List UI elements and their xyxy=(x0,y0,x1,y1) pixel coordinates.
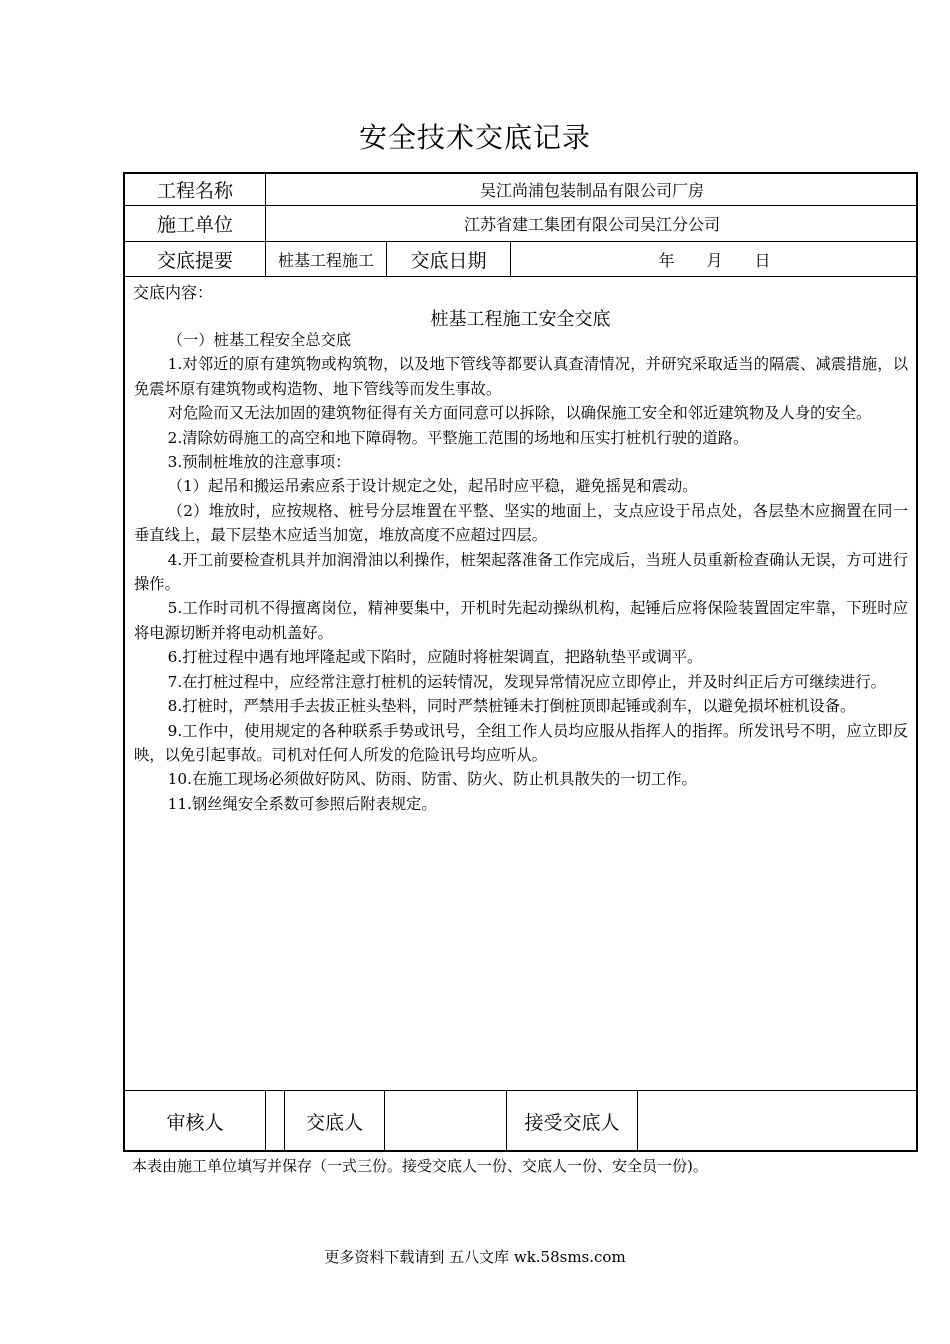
footer-note: 本表由施工单位填写并保存（一式三份。接受交底人一份、交底人一份、安全员一份)。 xyxy=(132,1157,708,1175)
content-paragraph: 对危险而又无法加固的建筑物征得有关方面同意可以拆除，以确保施工安全和邻近建筑物及人身的安全。 xyxy=(167,404,872,423)
discloser-signature-field[interactable] xyxy=(385,1091,506,1152)
content-paragraph: 10.在施工现场必须做好防风、防雨、防雷、防火、防止机具散失的一切工作。 xyxy=(167,770,697,789)
receiver-label: 接受交底人 xyxy=(524,1112,620,1134)
content-paragraph: 8.打桩时，严禁用手去拔正桩头垫料，同时严禁桩锤未打倒桩顶即起锤或刹车，以避免损坏桩机设备。 xyxy=(167,697,856,716)
reviewer-label: 审核人 xyxy=(166,1112,224,1134)
project-name-label: 工程名称 xyxy=(156,180,233,202)
summary-value: 桩基工程施工 xyxy=(277,250,374,270)
content-paragraph: 4.开工前要检查机具并加润滑油以利操作，桩架起落准备工作完成后，当班人员重新检查确认无误，方可进行操作。 xyxy=(134,550,908,594)
content-paragraph: 5.工作时司机不得擅离岗位，精神要集中，开机时先起动操纵机构，起锤后应将保险装置固定牢靠，下班时应将电源切断并将电动机盖好。 xyxy=(134,599,908,642)
content-paragraph: （2）堆放时，应按规格、桩号分层堆置在平整、坚实的地面上，支点应设于吊点处，各层垫木应搁置在同一垂直线上，最下层垫木应适当加宽，堆放高度不应超过四层。 xyxy=(134,501,908,545)
content-label: 交底内容： xyxy=(133,283,214,302)
project-name-value: 吴江尚浦包装制品有限公司厂房 xyxy=(479,181,704,200)
date-label: 交底日期 xyxy=(410,249,487,272)
content-paragraph: 6.打桩过程中遇有地坪隆起或下陷时，应随时将桩架调直，把路轨垫平或调平。 xyxy=(167,648,703,667)
disclosure-form xyxy=(123,172,918,1152)
content-paragraph: 7.在打桩过程中，应经常注意打桩机的运转情况，发现异常情况应立即停止，并及时纠正后方可继续进行。 xyxy=(167,672,886,691)
discloser-label: 交底人 xyxy=(305,1112,363,1134)
section-heading: （一）桩基工程安全总交底 xyxy=(167,331,352,349)
receiver-signature-field[interactable] xyxy=(638,1091,918,1152)
row-divider xyxy=(125,276,916,277)
contractor-label: 施工单位 xyxy=(156,214,233,236)
content-paragraph: （1）起吊和搬运吊索应系于设计规定之处，起吊时应平稳，避免摇晃和震动。 xyxy=(167,477,698,496)
summary-label: 交底提要 xyxy=(156,249,233,272)
download-note: 更多资料下载请到 五八文库 wk.58sms.com xyxy=(324,1248,626,1266)
reviewer-signature-field[interactable] xyxy=(266,1091,284,1152)
content-paragraph: 3.预制桩堆放的注意事项： xyxy=(167,453,351,472)
content-paragraph: 2.清除妨碍施工的高空和地下障碍物。平整施工范围的场地和压实打桩机行驶的道路。 xyxy=(167,428,749,447)
content-paragraph: 11.钢丝绳安全系数可参照后附表规定。 xyxy=(167,794,437,813)
contractor-value: 江苏省建工集团有限公司吴江分公司 xyxy=(463,215,720,234)
page-title: 安全技术交底记录 xyxy=(358,121,591,154)
content-title: 桩基工程施工安全交底 xyxy=(430,309,611,330)
date-value: 年 月 日 xyxy=(658,250,771,270)
content-body xyxy=(134,328,908,816)
content-paragraph: 9.工作中，使用规定的各种联系手势或讯号，全组工作人员均应服从指挥人的指挥。所发讯号不明，应立即反映，以免引起事故。司机对任何人所发的危险讯号均应听从。 xyxy=(134,721,908,764)
content-paragraph: 1.对邻近的原有建筑物或构筑物，以及地下管线等都要认真查清情况，并研究采取适当的隔震、减震措施，以免震坏原有建筑物或构造物、地下管线等而发生事故。 xyxy=(134,355,908,398)
